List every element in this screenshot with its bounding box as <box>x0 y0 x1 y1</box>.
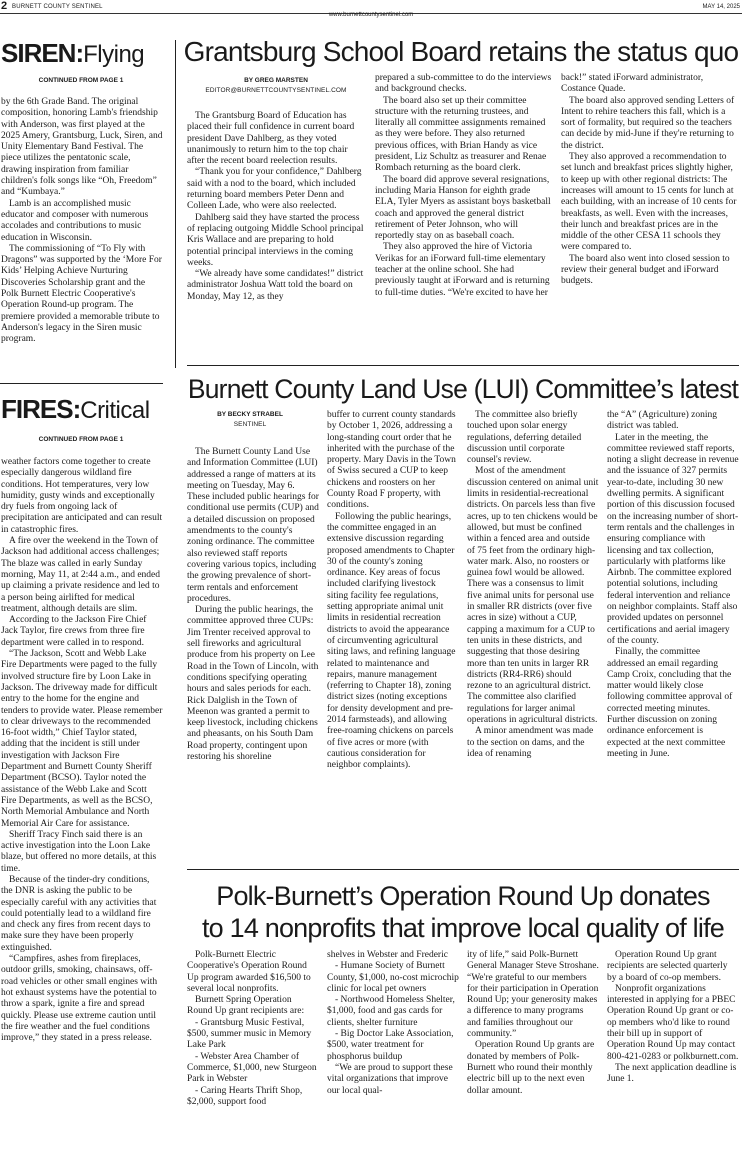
lui-paragraph: During the public hearings, the committee approved three CUPs: Jim Trenter received approval to sell fireworks and agricultural produce from his property on Lee Road in the Town of Lincoln, with conditions specifying operating hours and sales periods for each. Rick Dalglish in the Town of Meenon was granted a permit to keep livestock, including chickens and pheasants, on his South Dam Road property, contingent upon restoring his shoreline <box>187 605 319 763</box>
siren-section-head <box>1 40 144 67</box>
lui-col-1 <box>187 447 319 867</box>
roundup-list-item: - Caring Hearts Thrift Shop, $2,000, support food <box>187 1085 303 1107</box>
school-board-paragraph: The Grantsburg Board of Education has placed their full confidence in current board president Dave Dahlberg, as they voted unanimously to return him to the top chair after the recent board reelection results. <box>187 111 355 167</box>
page-number: 2 <box>1 0 8 12</box>
siren-continued-label: CONTINUED FROM PAGE 1 <box>38 77 124 84</box>
roundup-headline-line-1: Polk-Burnett’s Operation Round Up donates <box>216 881 710 911</box>
fires-head-bold: FIRES: <box>1 394 81 424</box>
fires-body <box>1 457 163 1145</box>
fires-continued-label: CONTINUED FROM PAGE 1 <box>38 436 124 443</box>
fires-paragraph: A fire over the weekend in the Town of Jackson had additional access challenges; The blaze was called in early Sunday morning, May 11, at 2:44 a.m., and ended up claiming a private residence and led to a person being airlifted for medical treatment, although details are slim. <box>1 536 161 614</box>
lui-paragraph: Following the public hearings, the committee engaged in an extensive discussion regarding proposed amendments to Chapter 30 of the county's zoning ordinance. Key areas of focus included clarifying livestock siting facility fee regulations, setting appropriate animal unit limits in residential recreation districts to avoid the appearance of circumventing agricultural siting laws, and refining language related to maintenance and repairs, manure management (referring to Chapter 18), zoning district sizes (noting exceptions for density development and pre-2014 farmsteads), and allowing free-roaming chickens on parcels of five acres or more (with cautious consideration for neighbor complaints). <box>327 511 456 771</box>
school-board-col-2 <box>375 73 552 349</box>
roundup-paragraph: Burnett Spring Operation Round Up grant recipients are: <box>187 995 305 1017</box>
roundup-col-2 <box>327 950 459 1148</box>
section-divider <box>0 383 163 384</box>
lui-col-3 <box>467 410 599 867</box>
paper-name: BURNETT COUNTY SENTINEL <box>12 4 103 10</box>
fires-section-head <box>1 396 150 423</box>
lui-paragraph: A minor amendment was made to the section on dams, and the idea of renaming <box>467 726 594 759</box>
roundup-list-item: - Webster Area Chamber of Commerce, $1,000, new Sturgeon Park in Webster <box>187 1051 317 1085</box>
school-board-email[interactable]: EDITOR@BURNETTCOUNTYSENTINEL.COM <box>205 87 347 94</box>
roundup-paragraph: Operation Round Up grants are donated by members of Polk-Burnett who round their monthly electric bill up to the next even dollar amount. <box>467 1040 595 1096</box>
school-board-byline <box>186 76 366 96</box>
lui-paragraph: The committee also briefly touched upon solar energy regulations, deferring detailed discussion until corporate counsel's review. <box>467 410 582 466</box>
fires-paragraph: “Campfires, ashes from fireplaces, outdoor grills, smoking, chainsaws, off-road vehicles or other small engines with hot exhaust systems have the potential to throw a spark, ignite a fire and spread quickly. Please use extreme caution until the fire weather and the fuel conditions improve,” they stated in a press release. <box>1 954 158 1044</box>
school-board-author: BY GREG MARSTEN <box>244 77 308 84</box>
lui-role: SENTINEL <box>233 421 267 428</box>
roundup-paragraph: ity of life,” said Polk-Burnett General Manager Steve Stroshane. “We're grateful to our members for their participation in Operation Round Up; your generosity makes a difference to many programs and families throughout our community.” <box>467 950 599 1040</box>
lui-paragraph: Later in the meeting, the committee reviewed staff reports, noting a slight decrease in revenue and the issuance of 327 permits year-to-date, including 30 new dwelling permits. A significant portion of this discussion focused on the increasing number of short-term rentals and the challenges in ensuring compliance with licensing and tax collection, particularly with platforms like Airbnb. The committee explored potential solutions, including federal intervention and reliance on neighbor complaints. Staff also provided updates on personnel certifications and aerial imagery of the county. <box>607 432 739 646</box>
siren-head-light: Flying <box>83 41 145 68</box>
siren-head-bold: SIREN: <box>1 38 84 68</box>
lui-author: BY BECKY STRABEL <box>217 411 283 418</box>
lui-col-4 <box>607 410 739 867</box>
roundup-headline <box>187 880 739 944</box>
school-board-paragraph: prepared a sub-committee to do the interviews and background checks. <box>375 73 552 95</box>
school-board-paragraph: “Thank you for your confidence,” Dahlberg said with a nod to the board, which included returning board members Peter Denn and Colleen Lade, who were also reelected. <box>187 167 362 212</box>
lui-paragraph: Most of the amendment discussion centered on animal unit limits in residential-recreational districts. On parcels less than five acres, up to ten chickens would be allowed, but must be confined within a fenced area and outside of 75 feet from the ordinary high-water mark. Also, no roosters or guinea fowl would be allowed. There was a consensus to limit five animal units for personal use in smaller RR districts (over five acres in size) without a CUP, capping a maximum for a CUP to ten units in these districts, and suggesting that those desiring more than ten units in larger RR districts (RR4-RR6) should rezone to an agricultural district. The committee also clarified regulations for larger animal operations in agricultural districts. <box>467 466 599 726</box>
school-board-headline: Grantsburg School Board retains the status quo <box>183 36 739 67</box>
section-divider <box>187 365 739 366</box>
fires-paragraph: Because of the tinder-dry conditions, the DNR is asking the public to be especially careful with any activities that could potentially lead to a wildland fire and check any fires from recent days to make sure they have been properly extinguished. <box>1 874 157 953</box>
lui-paragraph: buffer to current county standards by October 1, 2026, addressing a long-standing court order that he inherited with the purchase of the property. Mary Davis in the Town of Swiss secured a CUP to keep chickens and roosters on her County Road F property, with conditions. <box>327 410 456 511</box>
roundup-paragraph: Polk-Burnett Electric Cooperative's Operation Round Up program awarded $16,500 to several local nonprofits. <box>187 950 311 994</box>
fires-head-light: Critical <box>80 397 150 424</box>
section-divider <box>187 869 739 870</box>
fires-paragraph: Sheriff Tracy Finch said there is an active investigation into the Loon Lake blaze, but offered no more details, at this time. <box>1 829 157 874</box>
siren-body <box>1 97 163 375</box>
issue-date: MAY 14, 2025 <box>702 4 740 10</box>
roundup-col-1 <box>187 950 319 1148</box>
school-board-paragraph: They also approved the hire of Victoria Verikas for an iForward full-time elementary teacher at the online school. She had previously taught at iForward and is returning to full-time duties. “We're excited to have her <box>375 242 550 298</box>
school-board-col-3 <box>561 73 737 349</box>
roundup-list-item: - Humane Society of Burnett County, $1,000, no-cost microchip clinic for local pet owners <box>327 961 459 994</box>
roundup-list-item: shelves in Webster and Frederic <box>327 950 448 960</box>
lui-paragraph: Finally, the committee addressed an email regarding Camp Croix, concluding that the matter would likely close following committee approval of corrected meeting minutes. Further discussion on zoning ordinance enforcement is expected at the next committee meeting in June. <box>607 647 733 759</box>
roundup-paragraph: Nonprofit organizations interested in applying for a PBEC Operation Round Up grant or co-op members who'd like to round their bill up in support of Operation Round Up may contact 800-421-0283 or polkburnett.com. <box>607 983 739 1062</box>
siren-paragraph: by the 6th Grade Band. The original composition, honoring Lamb's friendship with Anderson, was first played at the 2025 Amery, Grantsburg, Luck, Siren, and Unity Elementary Band Festival. The piece utilizes the pentatonic scale, drawing inspiration from familiar children's folk songs like “Oh, Freedom” and “Kumbaya.” <box>1 97 163 198</box>
page-header <box>0 0 742 18</box>
school-board-paragraph: The board also went into closed session to review their general budget and iForward budgets. <box>561 253 730 287</box>
siren-paragraph: The commissioning of “To Fly with Dragons” was supported by the ‘More For Kids’ Helping Achieve Nurturing Discoveries Scholarship grant and the Polk Burnett Electric Cooperative's Operation Round-up program. The premiere provided a memorable tribute to Anderson's legacy in the Siren music program. <box>1 243 162 345</box>
lui-paragraph: The Burnett County Land Use and Information Committee (LUI) addressed a range of matters at its meeting on Tuesday, May 6. These included public hearings for conditional use permits (CUP) and a detailed discussion on proposed amendments to the county's zoning ordinance. The committee also reviewed staff reports covering various topics, including the growing prevalence of short-term rentals and enforcement procedures. <box>187 447 319 604</box>
school-board-paragraph: The board did approve several resignations, including Maria Hanson for eighth grade ELA, Tyler Myers as assistant boys basketball coach and approved the general district retirement of Peter Johnson, who will reportedly stay on as baseball coach. <box>375 174 551 242</box>
roundup-col-4 <box>607 950 739 1148</box>
column-divider <box>175 40 176 368</box>
school-board-col-1 <box>187 111 367 349</box>
fires-paragraph: “The Jackson, Scott and Webb Lake Fire Departments were paged to the fully involved structure fire by Loon Lake in Jackson. The driveway made for difficult entry to the home for the engine and tenders to provide water. Please remember to clear driveways to the recommended 16-foot width,” Chief Taylor stated, adding that the incident is still under investigation with Jackson Fire Department and Burnett County Sheriff Department (BCSO). Taylor noted the assistance of the Webb Lake and Scott Fire Departments, as well as the BCSO, North Memorial Ambulance and North Memorial Air Care for assistance. <box>1 649 163 829</box>
lui-paragraph: the “A” (Agriculture) zoning district was tabled. <box>607 410 717 432</box>
lui-byline <box>190 410 310 430</box>
school-board-paragraph: The board also approved sending Letters of Intent to rehire teachers this fall, which is a sort of formality, but required so the teachers can decide by mid-June if they're returning to the district. <box>561 95 735 151</box>
roundup-headline-line-2: to 14 nonprofits that improve local quality of life <box>201 913 724 943</box>
school-board-paragraph: “We already have some candidates!” district administrator Joshua Watt told the board on Monday, May 12, as they <box>187 269 364 302</box>
fires-paragraph: According to the Jackson Fire Chief Jack Taylor, fire crews from three fire department were called in to respond. <box>1 615 147 648</box>
school-board-paragraph: Dahlberg said they have started the process of replacing outgoing Middle School principal Kris Wallace and are preparing to hold potential principal interviews in the coming weeks. <box>187 212 364 268</box>
school-board-paragraph: back!” stated iForward administrator, Costance Quade. <box>561 73 704 95</box>
roundup-list-item: - Northwood Homeless Shelter, $1,000, food and gas cards for clients, shelter furniture <box>327 995 455 1028</box>
roundup-paragraph: The next application deadline is June 1. <box>607 1062 737 1085</box>
site-url[interactable]: www.burnettcountysentinel.com <box>328 12 414 18</box>
fires-paragraph: weather factors come together to create especially dangerous wildland fire conditions. Hot temperatures, very low humidity, gusty winds and exceptionally dry fuels from ongoing lack of precipitation are anticipated and can result in catastrophic fires. <box>1 457 163 535</box>
roundup-col-3 <box>467 950 599 1148</box>
roundup-paragraph: Operation Round Up grant recipients are selected quarterly by a board of co-op members. <box>607 950 728 983</box>
roundup-list-item: - Grantsburg Music Festival, $500, summer music in Memory Lake Park <box>187 1017 312 1051</box>
roundup-list-item: - Big Doctor Lake Association, $500, water treatment for phosphorus buildup <box>327 1029 454 1062</box>
school-board-paragraph: They also approved a recommendation to set lunch and breakfast prices slightly higher, to keep up with other regional districts: The increases will amount to 15 cents for lunch at each building, with an increase of 10 cents for breakfasts, as well. Even with the increases, their lunch and breakfast prices are in the middle of the other CESA 11 schools they were compared to. <box>561 152 737 253</box>
siren-paragraph: Lamb is an accomplished music educator and composer with numerous accolades and contributions to music education in Wisconsin. <box>1 198 149 243</box>
lui-col-2 <box>327 410 459 867</box>
school-board-paragraph: The board also set up their committee structure with the returning trustees, and literally all committee assignments remained as they were before. They also returned previous offices, with Brian Handy as vice president, Liz Schultz as treasurer and Renae Rombach returning as the board clerk. <box>375 95 547 174</box>
lui-headline: Burnett County Land Use (LUI) Committee’s latest <box>187 374 739 404</box>
roundup-paragraph: “We are proud to support these vital organizations that improve our local qual- <box>327 1062 453 1096</box>
